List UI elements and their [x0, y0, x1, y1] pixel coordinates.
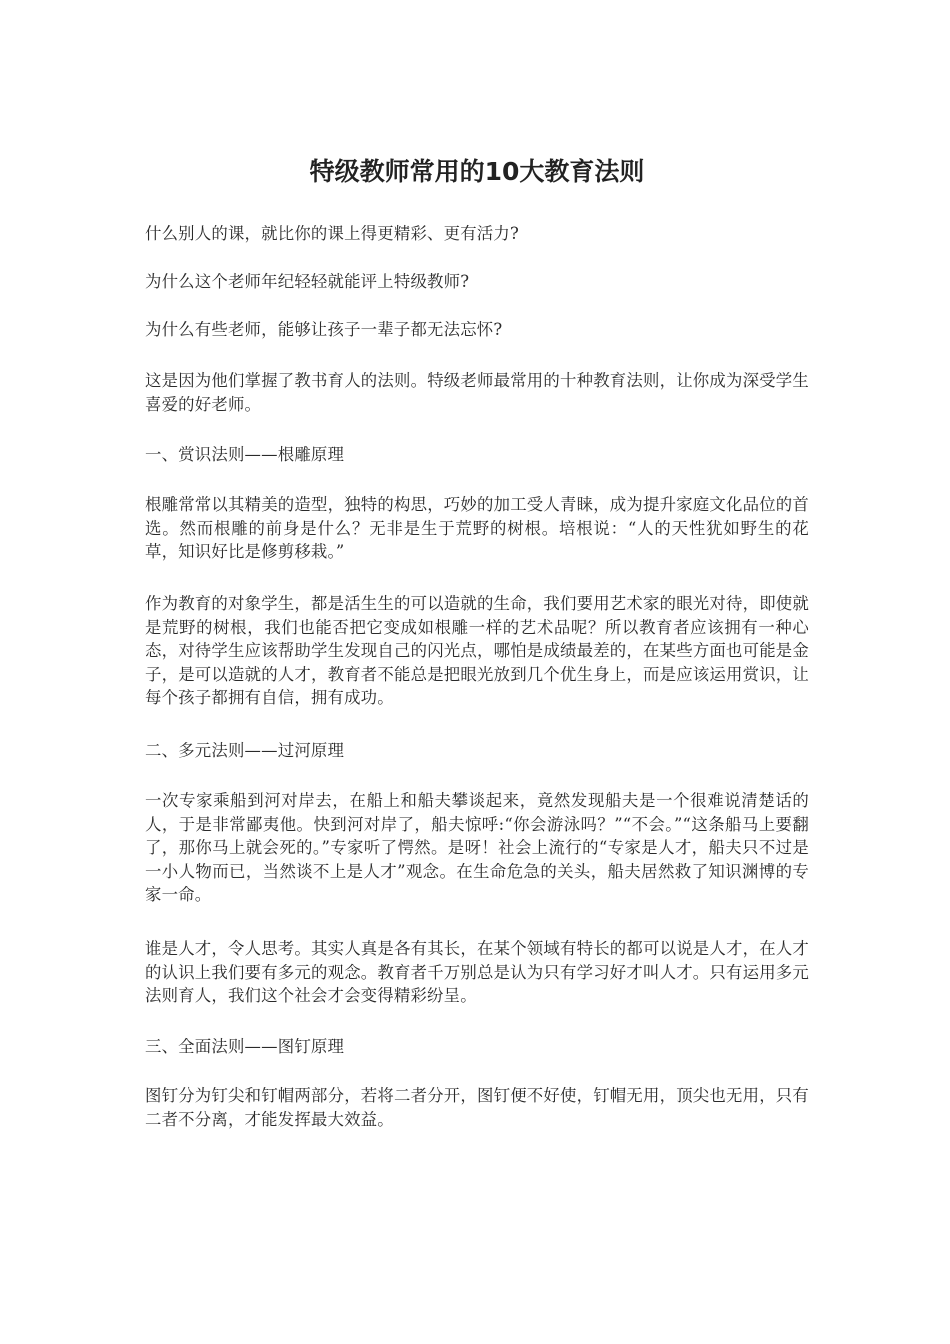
section-heading-2: 二、多元法则——过河原理 — [145, 741, 345, 760]
section-heading-3: 三、全面法则——图钉原理 — [145, 1037, 345, 1056]
paragraph-section-2-b: 谁是人才，令人思考。其实人真是各有其长，在某个领域有特长的都可以说是人才，在人才的认识上我们要有多元的观念。教育者千万别总是认为只有学习好才叫人才。只有运用多元法则育人，我们这个社会才会变得精彩纷呈。 — [145, 939, 809, 1005]
section-heading-1: 一、赏识法则——根雕原理 — [145, 445, 345, 464]
paragraph-section-3-a: 图钉分为钉尖和钉帽两部分，若将二者分开，图钉便不好使，钉帽无用，顶尖也无用，只有二者不分离，才能发挥最大效益。 — [145, 1086, 809, 1129]
paragraph-intro-answer: 这是因为他们掌握了教书育人的法则。特级老师最常用的十种教育法则，让你成为深受学生喜爱的好老师。 — [145, 371, 809, 414]
paragraph-intro-question-2: 为什么这个老师年纪轻轻就能评上特级教师? — [145, 272, 470, 291]
paragraph-intro-question-1: 什么别人的课，就比你的课上得更精彩、更有活力? — [145, 224, 519, 243]
paragraph-section-2-a: 一次专家乘船到河对岸去，在船上和船夫攀谈起来，竟然发现船夫是一个很难说清楚话的人，于是非常鄙夷他。快到河对岸了，船夫惊呼:“你会游泳吗？”“不会。”“这条船马上要翻了，那你马上就会死的。”专家听了愕然。是呀！社会上流行的“专家是人才，船夫只不过是一小人物而已，当然谈不上是人才”观念。在生命危急的关头，船夫居然救了知识渊博的专家一命。 — [145, 791, 809, 904]
paragraph-section-1-b: 作为教育的对象学生，都是活生生的可以造就的生命，我们要用艺术家的眼光对待，即使就是荒野的树根，我们也能否把它变成如根雕一样的艺术品呢？所以教育者应该拥有一种心态，对待学生应该帮助学生发现自己的闪光点，哪怕是成绩最差的，在某些方面也可能是金子，是可以造就的人才，教育者不能总是把眼光放到几个优生身上，而是应该运用赏识，让每个孩子都拥有自信，拥有成功。 — [145, 594, 809, 707]
paragraph-intro-question-3: 为什么有些老师，能够让孩子一辈子都无法忘怀? — [145, 320, 503, 339]
document-title: 特级教师常用的10大教育法则 — [309, 157, 645, 186]
paragraph-section-1-a: 根雕常常以其精美的造型，独特的构思，巧妙的加工受人青睐，成为提升家庭文化品位的首选。然而根雕的前身是什么？无非是生于荒野的树根。培根说：“人的天性犹如野生的花草，知识好比是修剪移栽。” — [145, 495, 809, 561]
